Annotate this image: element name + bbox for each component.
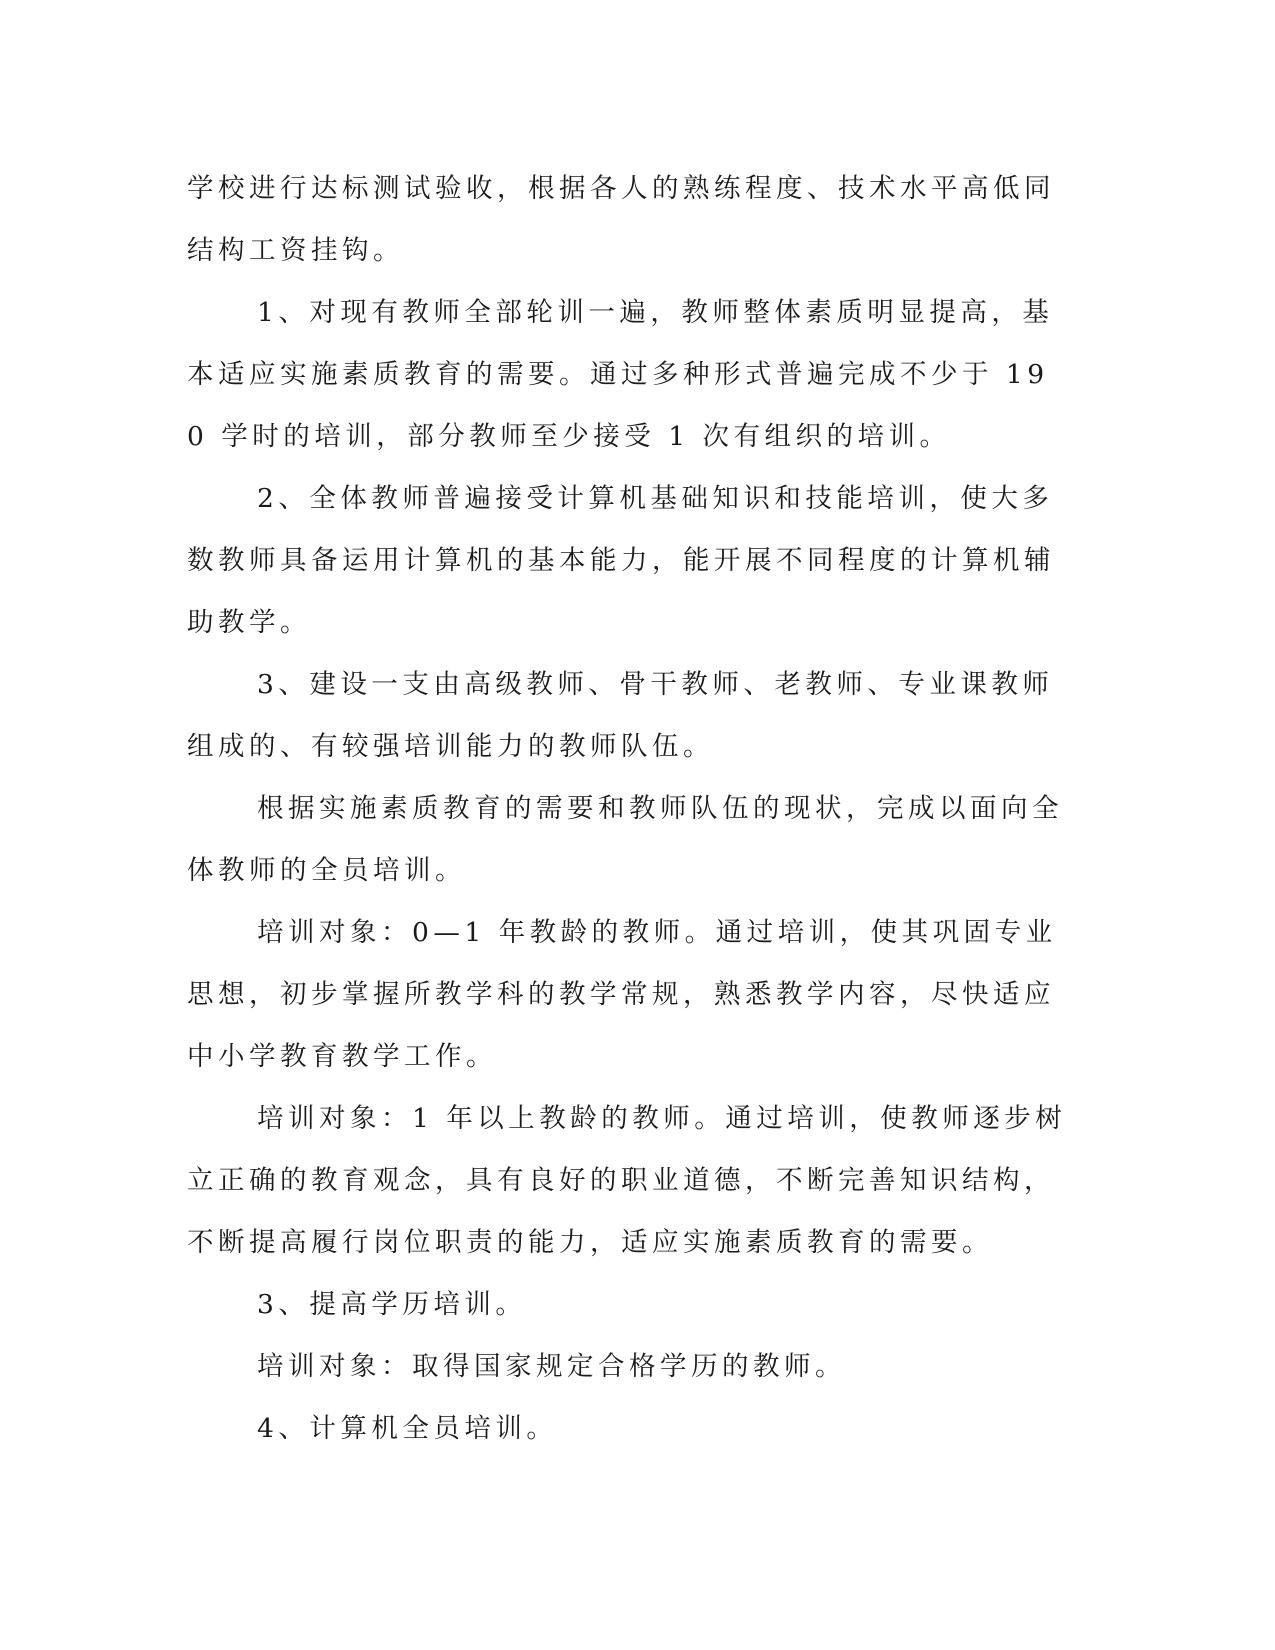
paragraph-degree-target: 培训对象：取得国家规定合格学历的教师。 bbox=[257, 1351, 846, 1382]
document-body bbox=[187, 158, 1067, 1460]
paragraph-degree-training: 3、提高学历培训。 bbox=[257, 1289, 527, 1320]
paragraph-experienced-teachers: 培训对象：1 年以上教龄的教师。通过培训，使教师逐步树立正确的教育观念，具有良好的职业道德，不断完善知识结构，不断提高履行岗位职责的能力，适应实施素质教育的需要。 bbox=[187, 1103, 1067, 1258]
paragraph-computer-training: 4、计算机全员培训。 bbox=[257, 1413, 558, 1444]
paragraph-new-teachers: 培训对象：0—1 年教龄的教师。通过培训，使其巩固专业思想，初步掌握所教学科的教学常规，熟悉教学内容，尽快适应中小学教育教学工作。 bbox=[187, 917, 1057, 1072]
paragraph-item-2: 2、全体教师普遍接受计算机基础知识和技能培训，使大多数教师具备运用计算机的基本能力，能开展不同程度的计算机辅助教学。 bbox=[187, 483, 1055, 638]
paragraph-item-3: 3、建设一支由高级教师、骨干教师、老教师、专业课教师组成的、有较强培训能力的教师队伍。 bbox=[187, 669, 1054, 762]
paragraph-continuation: 学校进行达标测试验收，根据各人的熟练程度、技术水平高低同结构工资挂钩。 bbox=[187, 173, 1055, 266]
paragraph-overview: 根据实施素质教育的需要和教师队伍的现状，完成以面向全体教师的全员培训。 bbox=[187, 793, 1063, 886]
paragraph-item-1: 1、对现有教师全部轮训一遍，教师整体素质明显提高，基本适应实施素质教育的需要。通过多种形式普遍完成不少于 190 学时的培训，部分教师至少接受 1 次有组织的培训。 bbox=[187, 297, 1054, 452]
